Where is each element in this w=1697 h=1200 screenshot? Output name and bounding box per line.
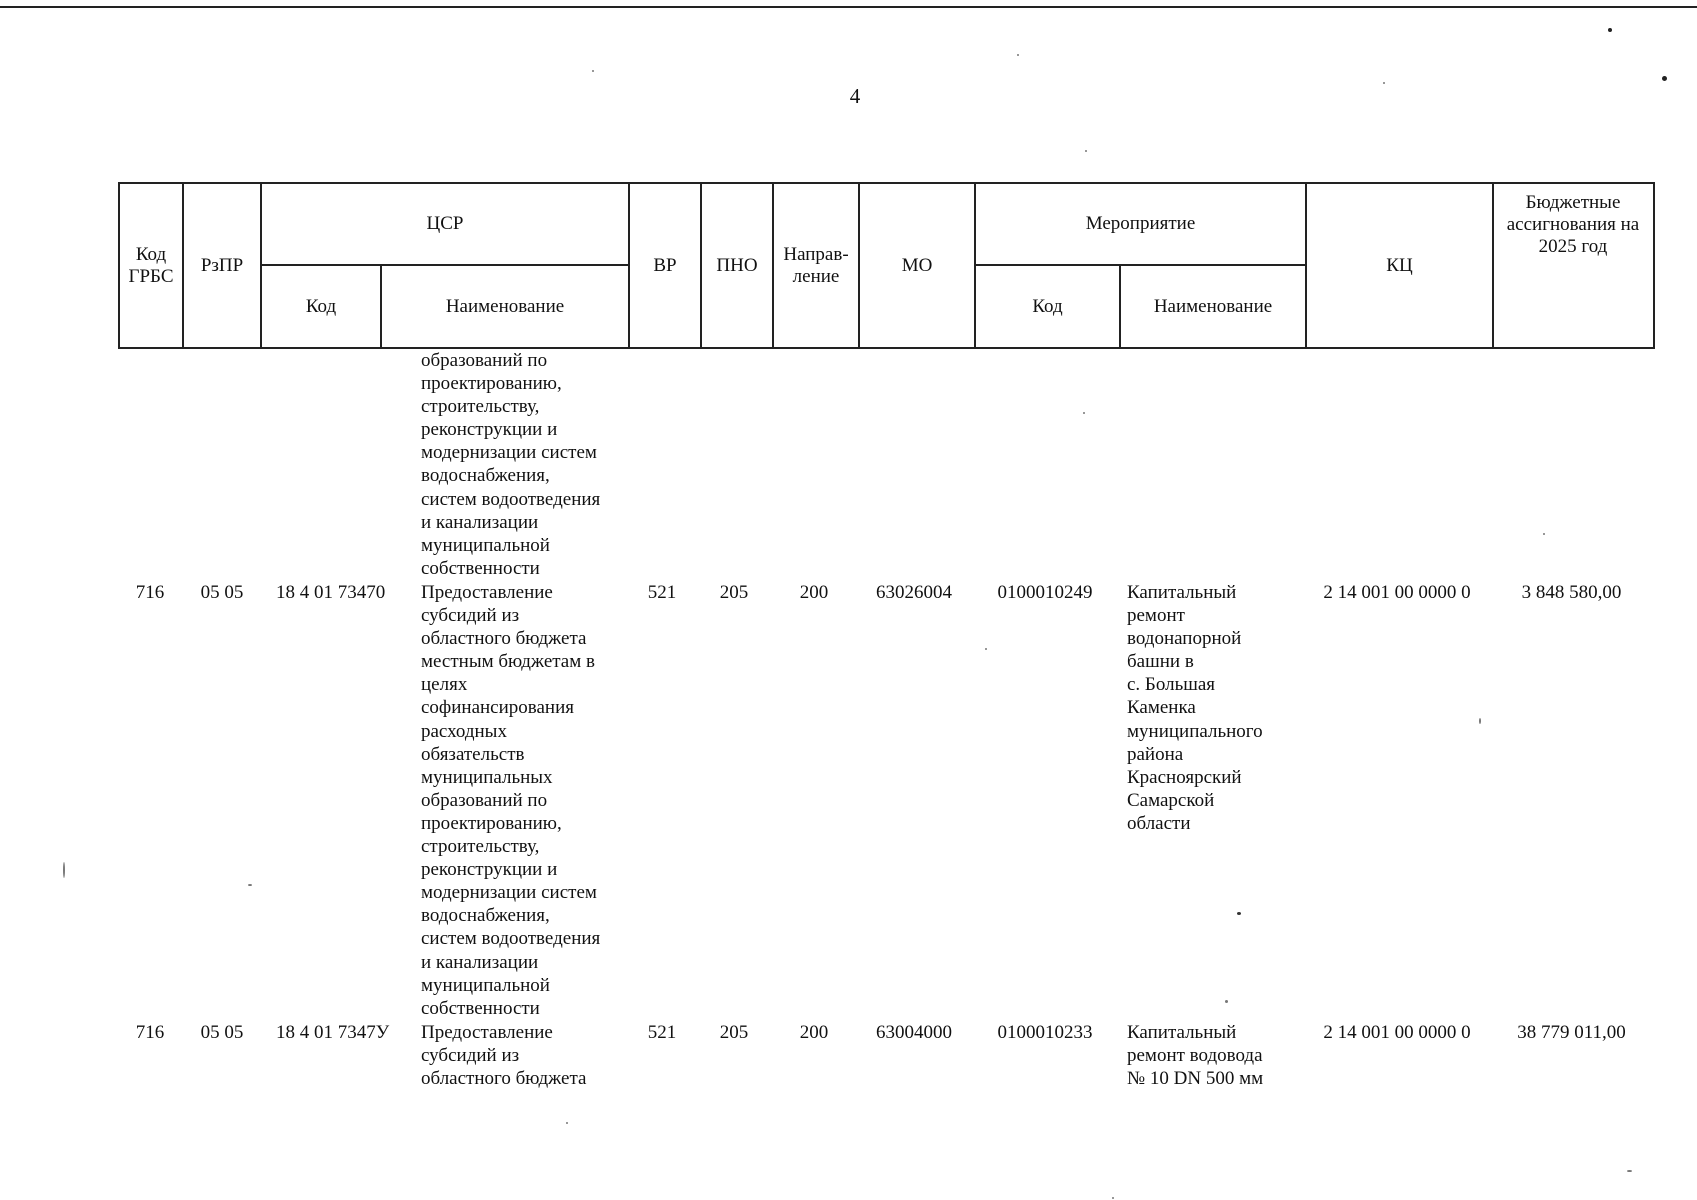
cell-mo: 63004000 [876,1022,952,1043]
scan-speck [985,648,987,650]
cell-csr-name: Предоставление субсидий из областного бюджета [421,1022,587,1090]
scan-speck [1237,912,1241,915]
cell-rzpr: 05 05 [200,1022,244,1043]
header-event: Мероприятие [1085,213,1196,234]
cell-vr: 521 [647,1022,677,1043]
continuation-text: образований по проектированию, строительству, реконструкции и модернизации систем водоснабжения, систем водоотведения и канализации муниципальной собственности [421,350,601,579]
cell-vr: 521 [647,582,677,603]
scan-speck [1383,82,1385,84]
scan-speck [1479,718,1481,724]
cell-grbs: 716 [135,1022,165,1043]
cell-csr-name: Предоставление субсидий из областного бюджета местным бюджетам в целях софинансирования расходных обязательств муниципальных образований по проектированию, строительству, реконструкции и модернизации систем водоснабжения, систем водоотведения и канализации муниципальной собственности [421,582,601,1019]
scan-speck [248,884,252,886]
header-csr-code: Код [305,295,337,317]
scan-speck [1112,1197,1114,1199]
cell-direction: 200 [799,582,829,603]
scan-speck [1225,1000,1228,1003]
header-csr-name: Наименование [445,295,565,317]
scan-speck [1543,533,1545,535]
header-vr: ВР [653,254,677,276]
header-direction: Направ-ление [783,243,849,287]
cell-kc: 2 14 001 00 0000 0 [1323,1022,1471,1043]
scan-speck [1085,150,1087,152]
scan-speck [592,70,594,72]
scan-speck [63,862,65,878]
cell-mo: 63026004 [876,582,952,603]
header-event-code: Код [1032,295,1063,317]
scan-speck [1662,76,1667,81]
cell-grbs: 716 [135,582,165,603]
header-pno: ПНО [716,254,758,276]
cell-pno: 205 [719,1022,749,1043]
cell-pno: 205 [719,582,749,603]
table-header [118,182,1655,349]
cell-budget: 38 779 011,00 [1517,1022,1626,1043]
scan-speck [1017,54,1019,56]
cell-event-name: Капитальный ремонт водонапорной башни в с. Большая Каменка муниципального района Красноярский Самарской области [1127,582,1263,834]
cell-csr-code: 18 4 01 7347У [276,1022,390,1043]
header-budget: Бюджетные ассигнования на 2025 год [1506,192,1640,257]
scan-speck [1608,28,1612,32]
header-rzpr: РзПР [200,254,244,276]
cell-csr-code: 18 4 01 73470 [276,582,386,603]
cell-rzpr: 05 05 [200,582,244,603]
header-event-name: Наименование [1153,295,1273,317]
cell-event-code: 0100010233 [997,1022,1093,1043]
header-kc: КЦ [1386,254,1413,276]
header-mo: МО [901,254,933,276]
page-number: 4 [849,84,861,108]
scan-speck [1083,412,1085,414]
cell-budget: 3 848 580,00 [1521,582,1622,603]
cell-event-name: Капитальный ремонт водовода № 10 DN 500 мм [1127,1022,1264,1090]
cell-event-code: 0100010249 [997,582,1093,603]
scan-speck [1627,1170,1632,1172]
top-rule [0,6,1697,8]
cell-kc: 2 14 001 00 0000 0 [1323,582,1471,603]
header-csr: ЦСР [426,213,464,234]
header-grbs: Код ГРБС [128,243,174,287]
cell-direction: 200 [799,1022,829,1043]
scan-speck [566,1122,568,1124]
